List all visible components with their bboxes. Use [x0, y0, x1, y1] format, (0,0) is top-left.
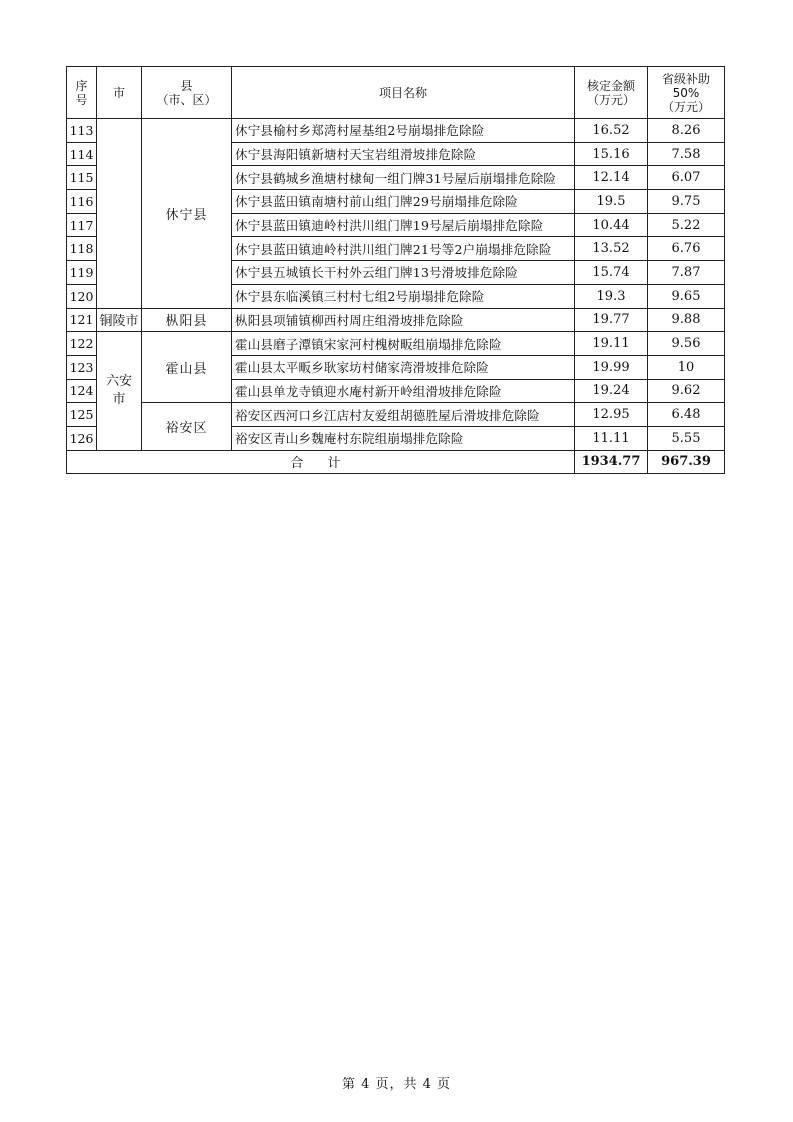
row-index: 117	[67, 213, 97, 237]
county-yuan: 裕安区	[142, 403, 232, 450]
project-name: 休宁县五城镇长干村外云组门牌13号滑坡排危除险	[232, 261, 575, 285]
provincial-subsidy: 9.88	[648, 308, 725, 332]
row-index: 115	[67, 166, 97, 190]
approved-amount: 12.95	[575, 403, 648, 427]
approved-amount: 15.16	[575, 142, 648, 166]
approved-amount: 19.3	[575, 284, 648, 308]
provincial-subsidy: 6.07	[648, 166, 725, 190]
approved-amount: 19.77	[575, 308, 648, 332]
row-index: 123	[67, 355, 97, 379]
row-index: 122	[67, 332, 97, 356]
project-name: 霍山县磨子潭镇宋家河村槐树畈组崩塌排危除险	[232, 332, 575, 356]
city-tongling: 铜陵市	[97, 308, 142, 332]
approved-amount: 19.99	[575, 355, 648, 379]
provincial-subsidy: 9.75	[648, 190, 725, 214]
project-name: 裕安区西河口乡江店村友爱组胡德胜屋后滑坡排危除险	[232, 403, 575, 427]
table-row	[67, 332, 725, 356]
row-index: 126	[67, 426, 97, 450]
row-index: 120	[67, 284, 97, 308]
row-index: 118	[67, 237, 97, 261]
row-index: 125	[67, 403, 97, 427]
approved-amount: 16.52	[575, 119, 648, 143]
approved-amount: 12.14	[575, 166, 648, 190]
project-name: 霍山县单龙寺镇迎水庵村新开岭组滑坡排危除险	[232, 379, 575, 403]
project-name: 裕安区青山乡魏庵村东院组崩塌排危除险	[232, 426, 575, 450]
provincial-subsidy: 6.76	[648, 237, 725, 261]
project-name: 休宁县蓝田镇迪岭村洪川组门牌21号等2户崩塌排危除险	[232, 237, 575, 261]
header-city: 市	[97, 67, 142, 119]
approved-amount: 19.24	[575, 379, 648, 403]
approved-amount: 15.74	[575, 261, 648, 285]
header-county: 县 （市、区）	[142, 67, 232, 119]
table-row	[67, 308, 725, 332]
total-subsidy: 967.39	[648, 450, 725, 474]
project-table	[66, 66, 725, 474]
approved-amount: 19.11	[575, 332, 648, 356]
row-index: 119	[67, 261, 97, 285]
row-index: 114	[67, 142, 97, 166]
provincial-subsidy: 5.55	[648, 426, 725, 450]
row-index: 124	[67, 379, 97, 403]
provincial-subsidy: 7.87	[648, 261, 725, 285]
table-row	[67, 119, 725, 143]
city-cell-empty	[97, 119, 142, 309]
county-zongyang: 枞阳县	[142, 308, 232, 332]
table-header-row	[67, 67, 725, 119]
provincial-subsidy: 10	[648, 355, 725, 379]
project-name: 休宁县东临溪镇三村村七组2号崩塌排危除险	[232, 284, 575, 308]
provincial-subsidy: 7.58	[648, 142, 725, 166]
city-luan: 六安 市	[97, 332, 142, 450]
total-amount: 1934.77	[575, 450, 648, 474]
header-project: 项目名称	[232, 67, 575, 119]
header-amount: 核定金额 （万元）	[575, 67, 648, 119]
project-name: 休宁县海阳镇新塘村天宝岩组滑坡排危除险	[232, 142, 575, 166]
provincial-subsidy: 8.26	[648, 119, 725, 143]
project-name: 霍山县太平畈乡耿家坊村储家湾滑坡排危除险	[232, 355, 575, 379]
row-index: 121	[67, 308, 97, 332]
header-subsidy: 省级补助 50% （万元）	[648, 67, 725, 119]
row-index: 113	[67, 119, 97, 143]
approved-amount: 19.5	[575, 190, 648, 214]
project-name: 枞阳县项铺镇柳西村周庄组滑坡排危除险	[232, 308, 575, 332]
table-row	[67, 403, 725, 427]
project-name: 休宁县榆村乡郑湾村屋基组2号崩塌排危除险	[232, 119, 575, 143]
provincial-subsidy: 9.62	[648, 379, 725, 403]
approved-amount: 13.52	[575, 237, 648, 261]
provincial-subsidy: 6.48	[648, 403, 725, 427]
approved-amount: 10.44	[575, 213, 648, 237]
page-number: 第 4 页，共 4 页	[341, 1077, 452, 1092]
project-name: 休宁县蓝田镇南塘村前山组门牌29号崩塌排危除险	[232, 190, 575, 214]
county-xiuning: 休宁县	[142, 119, 232, 309]
total-row	[67, 450, 725, 474]
provincial-subsidy: 9.65	[648, 284, 725, 308]
project-name: 休宁县鹤城乡渔塘村棣甸一组门牌31号屋后崩塌排危除险	[232, 166, 575, 190]
county-huoshan: 霍山县	[142, 332, 232, 403]
row-index: 116	[67, 190, 97, 214]
header-index: 序 号	[67, 67, 97, 119]
project-name: 休宁县蓝田镇迪岭村洪川组门牌19号屋后崩塌排危除险	[232, 213, 575, 237]
total-label: 合 计	[67, 450, 575, 474]
provincial-subsidy: 9.56	[648, 332, 725, 356]
approved-amount: 11.11	[575, 426, 648, 450]
provincial-subsidy: 5.22	[648, 213, 725, 237]
